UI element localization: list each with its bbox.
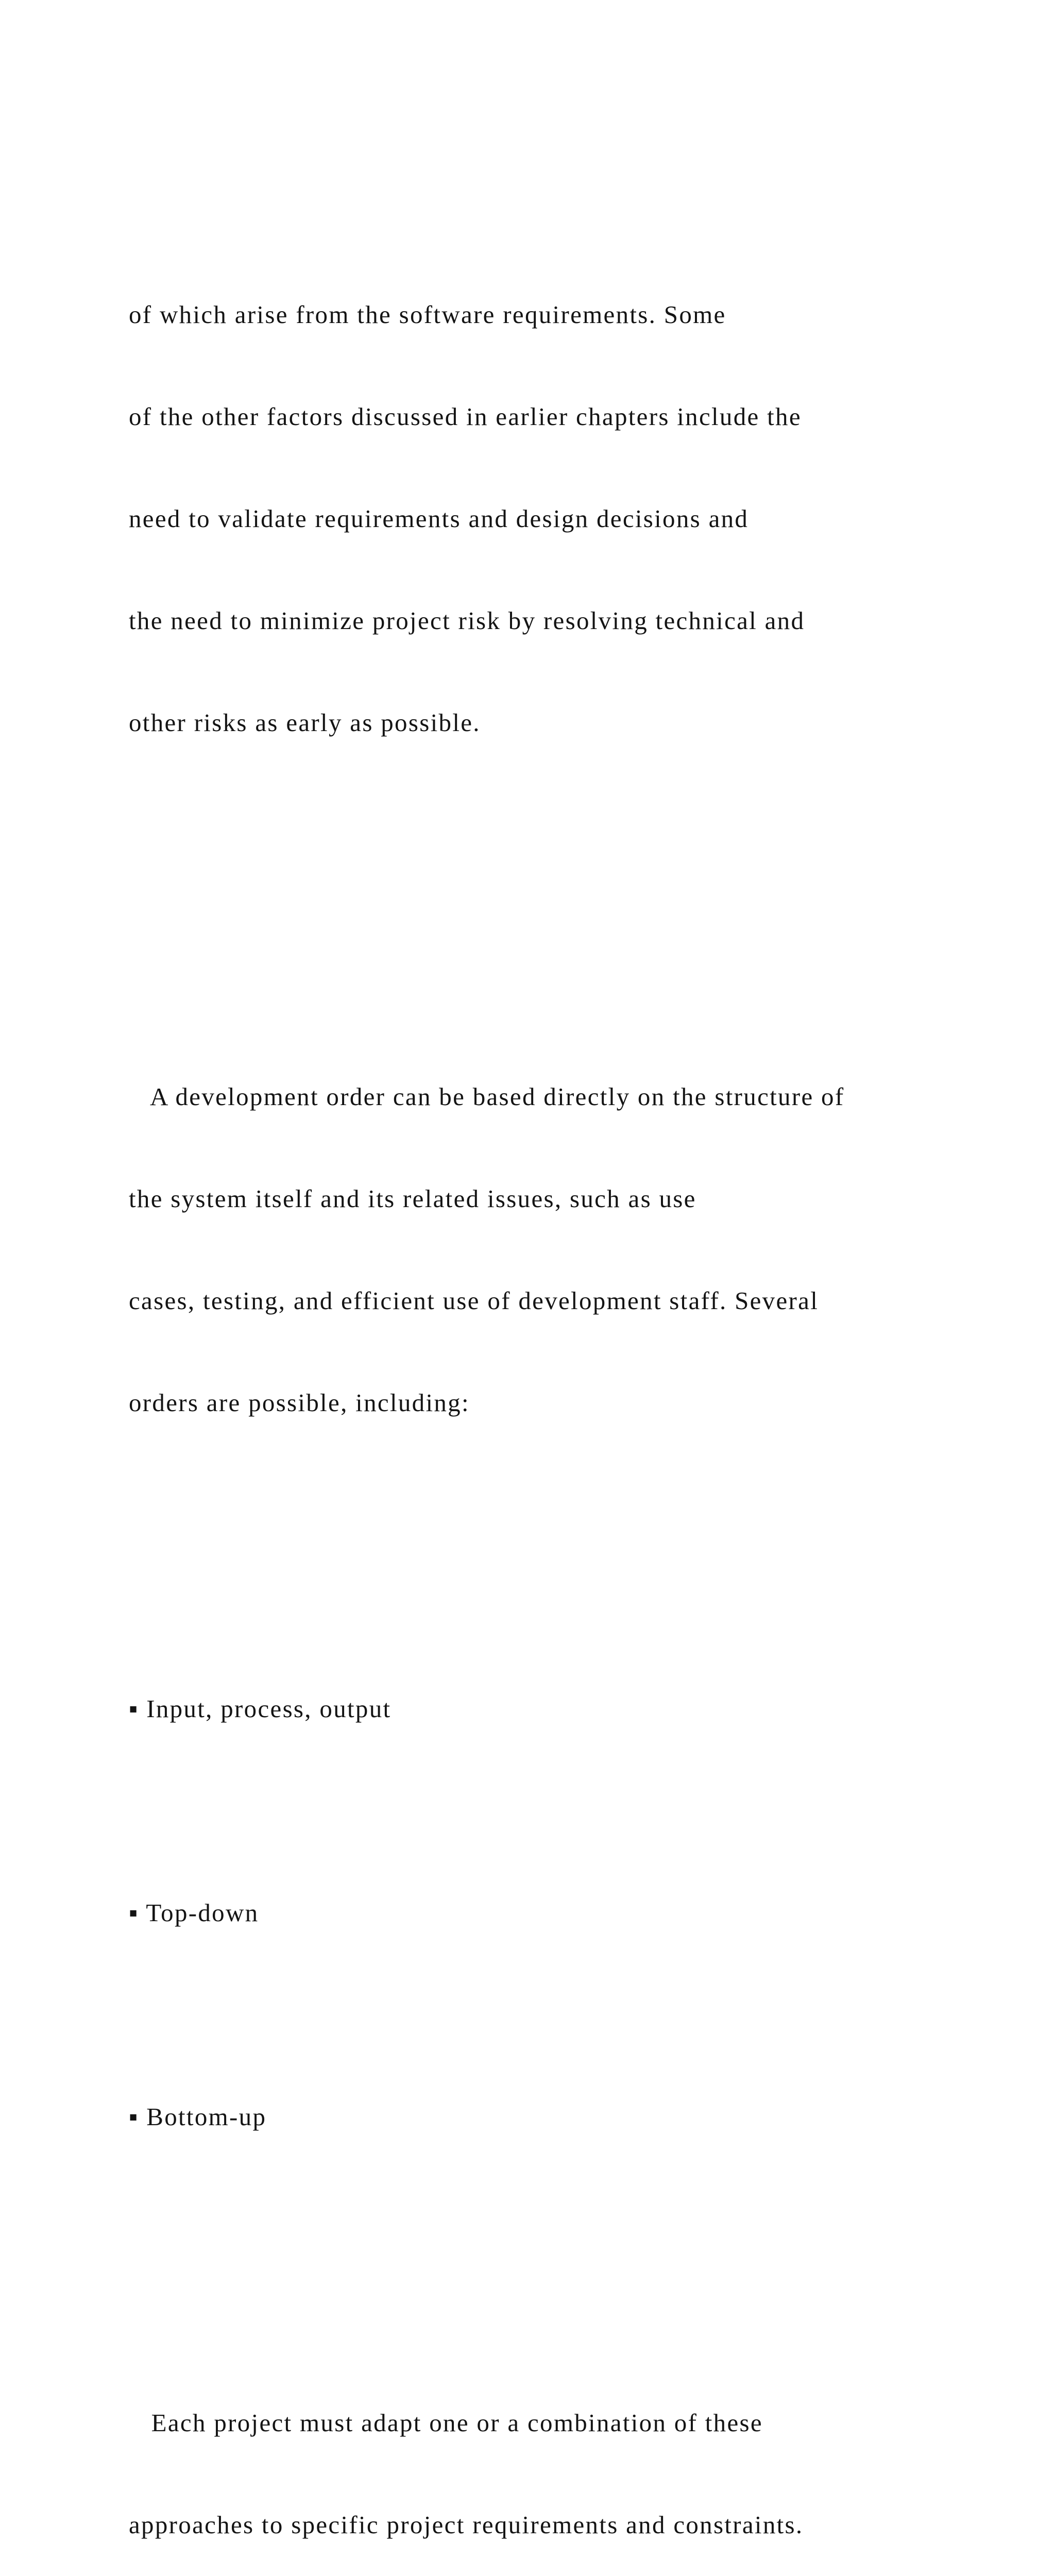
text-line: Each project must adapt one or a combination of these [129,2409,763,2437]
spacer [129,2202,979,2236]
text-line: of the other factors discussed in earlier chapters include the [129,402,802,431]
text-line: other risks as early as possible. [129,708,481,737]
text-line: need to validate requirements and design decisions and [129,504,749,533]
spacer [129,876,979,910]
text-line: of which arise from the software requirements. Some [129,300,726,329]
bullet-item-top-down: ▪ Top-down [129,1899,259,1927]
paragraph-adapt [129,2338,979,2576]
document-body [129,128,979,2576]
spacer [129,1998,979,2032]
spacer [129,1794,979,1828]
text-line: A development order can be based directly on the structure of [129,1082,845,1111]
text-line: the need to minimize project risk by resolving technical and [129,606,805,635]
bullet-item-bottom-up: ▪ Bottom-up [129,2103,267,2131]
text-line: orders are possible, including: [129,1388,470,1417]
bullet-item-input-process-output: ▪ Input, process, output [129,1694,392,1723]
text-line: approaches to specific project requirements and constraints. [129,2511,804,2539]
paragraph-development-order [129,1012,979,1488]
text-line: the system itself and its related issues, such as use [129,1184,696,1213]
text-line: cases, testing, and efficient use of development staff. Several [129,1286,819,1315]
paragraph-intro [129,230,979,808]
spacer [129,1556,979,1590]
